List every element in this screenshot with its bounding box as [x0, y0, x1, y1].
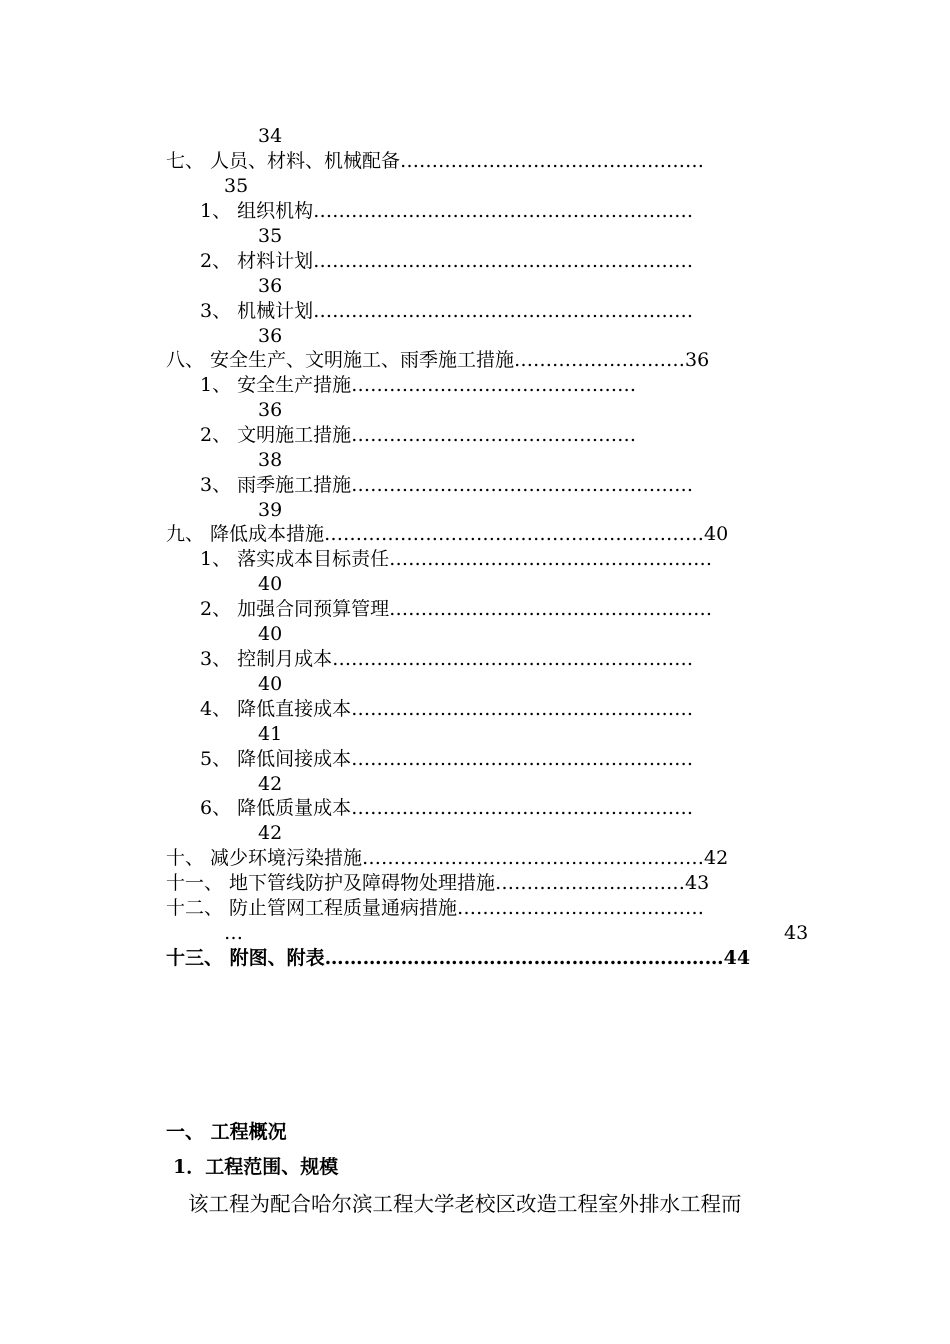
toc-entry-section-7[interactable]: 七、 人员、材料、机械配备…………………………………………: [166, 150, 705, 172]
toc-entry-8-1[interactable]: 1、 安全生产措施………………………………………: [200, 374, 637, 396]
toc-page-number: 42: [258, 773, 283, 795]
section-heading: 一、 工程概况: [166, 1121, 287, 1143]
toc-leader-continuation: …: [224, 922, 243, 944]
toc-entry-8-3[interactable]: 3、 雨季施工措施………………………………………………: [200, 474, 694, 496]
toc-page-number: 40: [258, 623, 283, 645]
toc-entry-9-1[interactable]: 1、 落实成本目标责任……………………………………………: [200, 548, 713, 570]
toc-entry-9-5[interactable]: 5、 降低间接成本………………………………………………: [200, 748, 694, 770]
toc-page-number: 36: [258, 275, 283, 297]
toc-entry-7-3[interactable]: 3、 机械计划……………………………………………………: [200, 300, 694, 322]
toc-entry-7-2[interactable]: 2、 材料计划……………………………………………………: [200, 250, 694, 272]
toc-entry-section-9[interactable]: 九、 降低成本措施……………………………………………………40: [166, 523, 729, 545]
toc-page-number: 36: [258, 399, 283, 421]
toc-page-number: 35: [224, 175, 249, 197]
toc-entry-section-8[interactable]: 八、 安全生产、文明施工、雨季施工措施………………………36: [166, 349, 710, 371]
toc-entry-9-4[interactable]: 4、 降低直接成本………………………………………………: [200, 698, 694, 720]
toc-page-number: 40: [258, 573, 283, 595]
toc-entry-section-11[interactable]: 十一、 地下管线防护及障碍物处理措施…………………………43: [166, 872, 710, 894]
toc-entry-9-6[interactable]: 6、 降低质量成本………………………………………………: [200, 797, 694, 819]
toc-page-number: 42: [258, 822, 283, 844]
toc-page-number: 36: [258, 325, 283, 347]
toc-page-number: 35: [258, 225, 283, 247]
toc-page-number: 39: [258, 499, 283, 521]
toc-entry-section-10[interactable]: 十、 减少环境污染措施………………………………………………42: [166, 847, 729, 869]
toc-entry-section-13[interactable]: 十三、 附图、附表………………………………………………………44: [166, 947, 751, 969]
body-paragraph: 该工程为配合哈尔滨工程大学老校区改造工程室外排水工程而: [188, 1192, 742, 1216]
subsection-heading: 1．工程范围、规模: [173, 1156, 339, 1178]
toc-page-number: 40: [258, 673, 283, 695]
toc-page-number: 43: [784, 922, 809, 944]
toc-page-number: 41: [258, 723, 283, 745]
toc-entry-9-2[interactable]: 2、 加强合同预算管理……………………………………………: [200, 598, 713, 620]
toc-entry-8-2[interactable]: 2、 文明施工措施………………………………………: [200, 424, 637, 446]
toc-entry-7-1[interactable]: 1、 组织机构……………………………………………………: [200, 200, 694, 222]
toc-page-number: 38: [258, 449, 283, 471]
toc-entry-section-12[interactable]: 十二、 防止管网工程质量通病措施…………………………………: [166, 897, 705, 919]
toc-entry-9-3[interactable]: 3、 控制月成本…………………………………………………: [200, 648, 694, 670]
toc-page-number: 34: [258, 125, 283, 147]
